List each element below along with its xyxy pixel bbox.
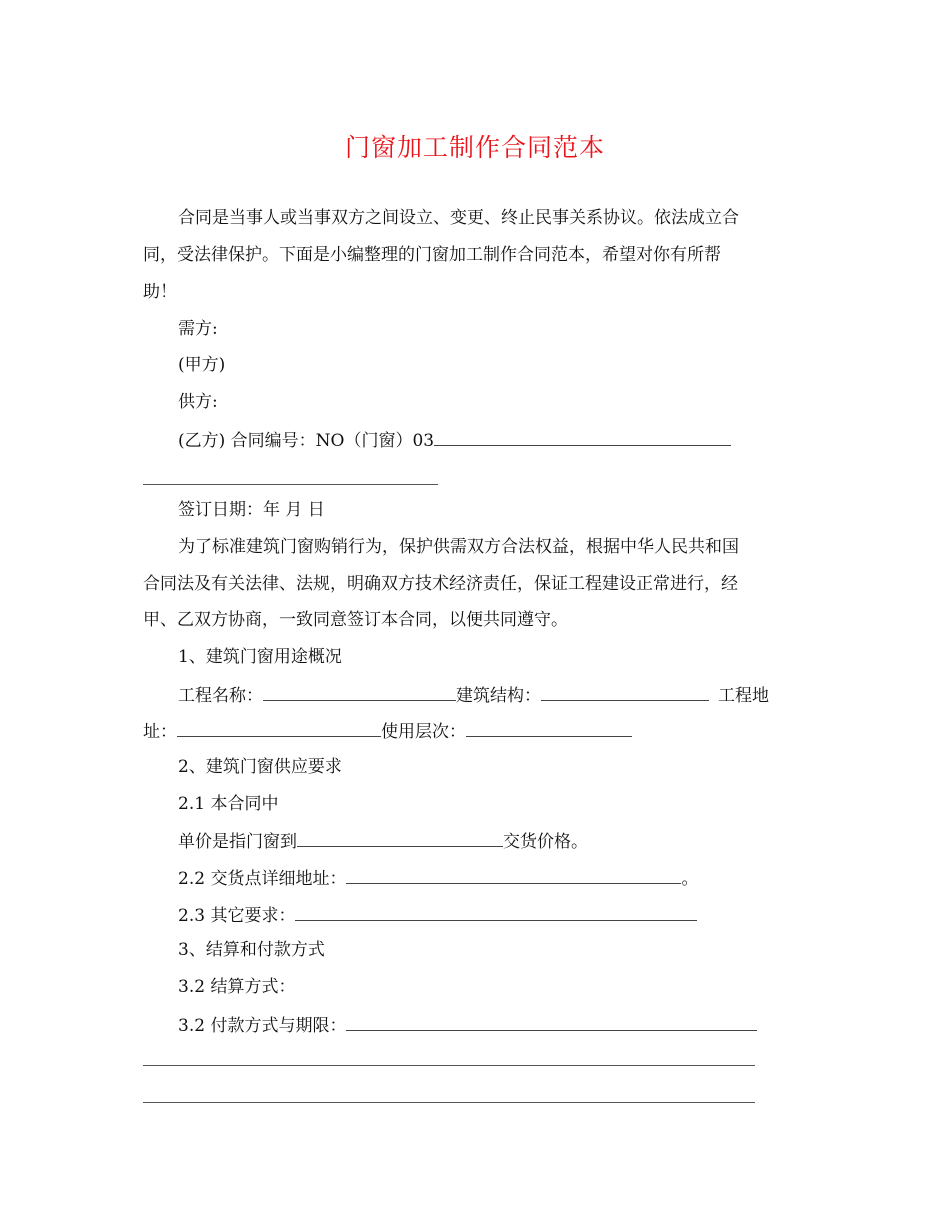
payment-terms-continuation-blank-2 [143, 1102, 755, 1103]
unit-price-suffix: 交货价格。 [503, 832, 588, 852]
payment-terms-continuation-blank-1 [143, 1065, 755, 1066]
contract-number-blank [434, 427, 731, 446]
building-structure-blank [541, 682, 709, 701]
other-requirements-blank [295, 902, 697, 921]
settlement-method-label: 3.2 结算方式： [178, 977, 296, 997]
party-a-label: (甲方) [178, 355, 226, 375]
intro-paragraph-line-1: 合同是当事人或当事双方之间设立、变更、终止民事关系协议。依法成立合 [178, 208, 739, 228]
contract-number-continuation-blank [143, 484, 438, 485]
purpose-paragraph-line-1: 为了标准建筑门窗购销行为，保护供需双方合法权益，根据中华人民共和国 [178, 537, 739, 557]
delivery-address-blank [346, 865, 681, 884]
intro-paragraph-line-3: 助！ [143, 282, 177, 302]
payment-terms-label: 3.2 付款方式与期限： [178, 1016, 347, 1036]
purpose-paragraph-line-2: 合同法及有关法律、法规，明确双方技术经济责任，保证工程建设正常进行，经 [143, 574, 738, 594]
floors-used-blank [466, 718, 632, 737]
contract-number-line [178, 427, 731, 453]
section-1-heading: 1、建筑门窗用途概况 [178, 647, 342, 667]
payment-terms-blank [346, 1012, 757, 1031]
delivery-address-label: 2.2 交货点详细地址： [178, 869, 347, 889]
floors-used-label: 使用层次： [381, 722, 466, 742]
unit-price-line [178, 828, 588, 854]
document-title: 门窗加工制作合同范本 [344, 133, 605, 162]
building-structure-label: 建筑结构： [456, 686, 541, 706]
project-address-label-continued: 址： [143, 722, 177, 742]
unit-price-prefix: 单价是指门窗到 [178, 832, 297, 852]
purpose-paragraph-line-3: 甲、乙双方协商，一致同意签订本合同，以便共同遵守。 [143, 610, 568, 630]
section-2-heading: 2、建筑门窗供应要求 [178, 757, 342, 777]
project-info-line [178, 682, 769, 708]
project-address-label: 工程地 [718, 686, 769, 706]
delivery-address-period: 。 [681, 869, 699, 889]
demand-party-label: 需方: [178, 319, 218, 339]
other-requirements-label: 2.3 其它要求： [178, 906, 296, 926]
payment-terms-line [178, 1012, 757, 1038]
clause-2-1: 2.1 本合同中 [178, 794, 279, 814]
intro-paragraph-line-2: 同，受法律保护。下面是小编整理的门窗加工制作合同范本，希望对你有所帮 [143, 245, 721, 265]
clause-2-3-line [178, 902, 697, 928]
project-name-label: 工程名称： [178, 686, 263, 706]
project-address-line [143, 718, 632, 744]
signing-date-line: 签订日期：年 月 日 [178, 500, 325, 520]
project-name-blank [263, 682, 456, 701]
party-b-contract-number-label: (乙方) 合同编号：NO（门窗）03 [178, 431, 435, 451]
clause-2-2-line [178, 865, 698, 891]
unit-price-blank [297, 828, 503, 847]
project-address-blank [177, 718, 381, 737]
supply-party-label: 供方: [178, 392, 218, 412]
section-3-heading: 3、结算和付款方式 [178, 940, 325, 960]
